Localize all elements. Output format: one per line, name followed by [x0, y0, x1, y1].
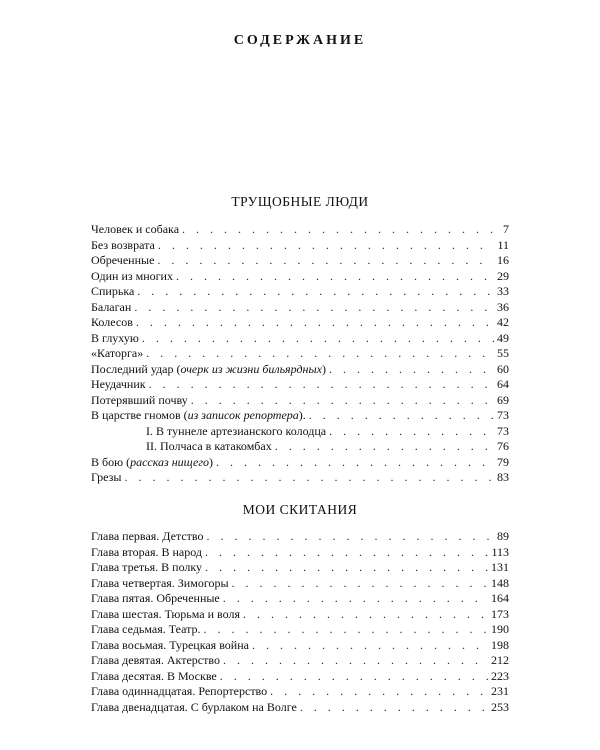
page-number: 73: [497, 408, 509, 422]
toc-entry[interactable]: [91, 529, 509, 545]
toc-entry-text: Потерявший почву: [91, 392, 188, 407]
toc-entry-text: Глава вторая. В народ: [91, 544, 202, 559]
dot-leader: [329, 362, 494, 378]
toc-entry-text: Последний удар (: [91, 361, 181, 376]
page-number: 89: [497, 529, 509, 543]
page-number: 16: [497, 253, 509, 267]
page-number: 76: [497, 439, 509, 453]
toc-entry-text: Глава шестая. Тюрьма и воля: [91, 606, 240, 621]
toc-entry-text: Глава пятая. Обреченные: [91, 591, 220, 605]
toc-entry[interactable]: [91, 439, 509, 455]
toc-entry-title: [91, 331, 139, 347]
toc-entry-text: Глава седьмая. Театр.: [91, 622, 201, 636]
toc-entry-text: Глава двенадцатая. С бурлаком на Волге: [91, 699, 297, 714]
toc-entry-title: [146, 424, 326, 440]
page-number: 83: [497, 470, 509, 484]
toc-entry-title: [91, 300, 131, 316]
toc-entry-title: [91, 377, 146, 393]
dot-leader: [252, 638, 488, 654]
toc-entry[interactable]: [91, 669, 509, 685]
page-number: 29: [497, 268, 509, 283]
dot-leader: [204, 622, 488, 638]
toc-entry-text: Глава десятая. В Москве: [91, 668, 217, 683]
toc-entry[interactable]: [91, 622, 509, 638]
toc-entry-text: В царстве гномов (: [91, 408, 188, 422]
toc-entry-title: [91, 346, 143, 362]
page-number: 73: [497, 423, 509, 438]
toc-entry-title: [91, 253, 154, 269]
dot-leader: [243, 607, 488, 623]
toc-entry[interactable]: [91, 470, 509, 486]
dot-leader: [134, 300, 494, 316]
dot-leader: [216, 455, 494, 471]
toc-entry-punct: ): [321, 361, 326, 376]
toc-entry-title: [91, 362, 326, 378]
toc-entry-text: Неудачник: [91, 377, 146, 391]
page-title: СОДЕРЖАНИЕ: [233, 33, 367, 48]
toc-entry-text: Человек и собака: [91, 222, 180, 236]
toc-entry-punct: ): [209, 454, 214, 469]
dot-leader: [157, 253, 494, 269]
toc-list-moi-skitaniya: [91, 529, 509, 715]
page-number: 113: [491, 544, 509, 559]
toc-entry-subtitle: очерк из жизни бильярдных: [180, 361, 322, 376]
section-title-moi-skitaniya: МОИ СКИТАНИЯ: [242, 502, 358, 517]
toc-entry[interactable]: [91, 238, 509, 254]
toc-entry-title: [91, 700, 297, 716]
toc-entry[interactable]: [91, 424, 509, 440]
toc-entry-text: Глава девятая. Актерство: [91, 653, 220, 667]
dot-leader: [300, 700, 488, 716]
toc-entry-title: [91, 576, 229, 592]
toc-entry[interactable]: [91, 331, 509, 347]
page-number: 164: [491, 591, 509, 605]
toc-entry-title: [91, 684, 267, 700]
dot-leader: [207, 529, 495, 545]
page-number: 11: [497, 237, 509, 252]
toc-entry[interactable]: [91, 222, 509, 238]
toc-entry-title: [91, 638, 249, 654]
toc-entry[interactable]: [91, 591, 509, 607]
dot-leader: [205, 545, 488, 561]
toc-entry[interactable]: [91, 560, 509, 576]
toc-entry-text: Спирька: [91, 284, 135, 298]
toc-entry-text: Обреченные: [91, 253, 155, 267]
dot-leader: [223, 653, 488, 669]
dot-leader: [176, 269, 494, 285]
toc-entry-text: В глухую: [91, 330, 139, 345]
toc-entry-subtitle: рассказ нищего: [130, 454, 210, 469]
toc-entry[interactable]: [91, 393, 509, 409]
toc-entry-title: [91, 470, 121, 486]
toc-entry[interactable]: [91, 576, 509, 592]
dot-leader: [142, 331, 494, 347]
toc-entry-text: Глава одиннадцатая. Репортерство: [91, 684, 268, 698]
dot-leader: [205, 560, 488, 576]
page-number: 7: [503, 222, 509, 236]
dot-leader: [270, 684, 488, 700]
dot-leader: [329, 424, 494, 440]
page-number: 36: [497, 299, 509, 314]
dot-leader: [223, 591, 488, 607]
toc-entry[interactable]: [91, 545, 509, 561]
section-title-trushchobnye-lyudi: ТРУЩОБНЫЕ ЛЮДИ: [231, 194, 369, 209]
page-number: 212: [491, 653, 509, 667]
toc-entry[interactable]: [91, 346, 509, 362]
page-number: 148: [491, 575, 509, 590]
toc-entry-text: Глава восьмая. Турецкая война: [91, 637, 249, 652]
page-number: 79: [497, 454, 509, 469]
toc-entry-title: [91, 622, 201, 638]
toc-entry-title: [91, 284, 134, 300]
toc-entry-text: Один из многих: [91, 268, 173, 283]
dot-leader: [137, 284, 494, 300]
toc-entry[interactable]: [91, 377, 509, 393]
toc-entry-title: [91, 653, 220, 669]
toc-entry-title: [91, 669, 217, 685]
toc-entry[interactable]: [91, 284, 509, 300]
toc-entry[interactable]: [91, 269, 509, 285]
toc-entry[interactable]: [91, 607, 509, 623]
toc-entry[interactable]: [91, 455, 509, 471]
toc-entry-punct: ).: [298, 408, 306, 422]
page-number: 69: [497, 392, 509, 407]
toc-entry[interactable]: [91, 684, 509, 700]
toc-entry-title: [91, 269, 173, 285]
toc-entry-text: Глава четвертая. Зимогоры: [91, 575, 229, 590]
toc-entry[interactable]: [91, 253, 509, 269]
toc-list-trushchobnye-lyudi: [91, 222, 509, 486]
dot-leader: [158, 238, 495, 254]
dot-leader: [191, 393, 494, 409]
page-number: 173: [491, 606, 509, 621]
dot-leader: [309, 408, 494, 424]
toc-entry-title: [91, 315, 133, 331]
page-number: 60: [497, 361, 509, 376]
page-number: 49: [497, 330, 509, 345]
toc-entry-title: [91, 560, 202, 576]
page-number: 33: [497, 284, 509, 298]
dot-leader: [124, 470, 494, 486]
dot-leader: [275, 439, 494, 455]
dot-leader: [149, 377, 494, 393]
toc-entry-title: [91, 607, 240, 623]
toc-entry[interactable]: [91, 638, 509, 654]
toc-entry-text: Глава первая. Детство: [91, 529, 204, 543]
page-number: 253: [491, 699, 509, 714]
toc-entry-text: Грезы: [91, 470, 122, 484]
toc-entry-text: Колесов: [91, 315, 133, 329]
toc-entry-title: [91, 393, 188, 409]
page-number: 131: [491, 560, 509, 574]
page-number: 198: [491, 637, 509, 652]
page-number: 55: [497, 346, 509, 360]
toc-entry-title: [91, 238, 155, 254]
toc-entry[interactable]: [91, 408, 509, 424]
toc-entry-title: [91, 591, 220, 607]
page-number: 190: [491, 622, 509, 636]
toc-entry-text: Глава третья. В полку: [91, 560, 203, 574]
toc-entry-text: II. Полчаса в катакомбах: [146, 439, 272, 453]
toc-entry-title: [91, 545, 202, 561]
dot-leader: [220, 669, 488, 685]
toc-entry-title: [91, 222, 179, 238]
toc-entry-text: Без возврата: [91, 237, 155, 252]
page-number: 42: [497, 315, 509, 329]
toc-entry[interactable]: [91, 700, 509, 716]
toc-entry[interactable]: [91, 362, 509, 378]
dot-leader: [182, 222, 500, 238]
toc-entry-text: «Каторга»: [91, 346, 144, 360]
page-number: 64: [497, 377, 509, 391]
dot-leader: [146, 346, 494, 362]
dot-leader: [136, 315, 494, 331]
page-number: 231: [491, 684, 509, 698]
page-number: 223: [491, 668, 509, 683]
toc-entry-title: [91, 455, 213, 471]
toc-entry[interactable]: [91, 653, 509, 669]
toc-entry-text: В бою (: [91, 454, 131, 469]
toc-entry-title: [146, 439, 272, 455]
toc-entry-text: I. В туннеле артезианского колодца: [146, 423, 327, 438]
toc-entry-title: [91, 408, 306, 424]
toc-entry-title: [91, 529, 204, 545]
toc-entry-text: Балаган: [91, 299, 132, 314]
toc-entry[interactable]: [91, 300, 509, 316]
toc-entry[interactable]: [91, 315, 509, 331]
toc-entry-subtitle: из записок репортера: [187, 408, 299, 422]
dot-leader: [232, 576, 488, 592]
